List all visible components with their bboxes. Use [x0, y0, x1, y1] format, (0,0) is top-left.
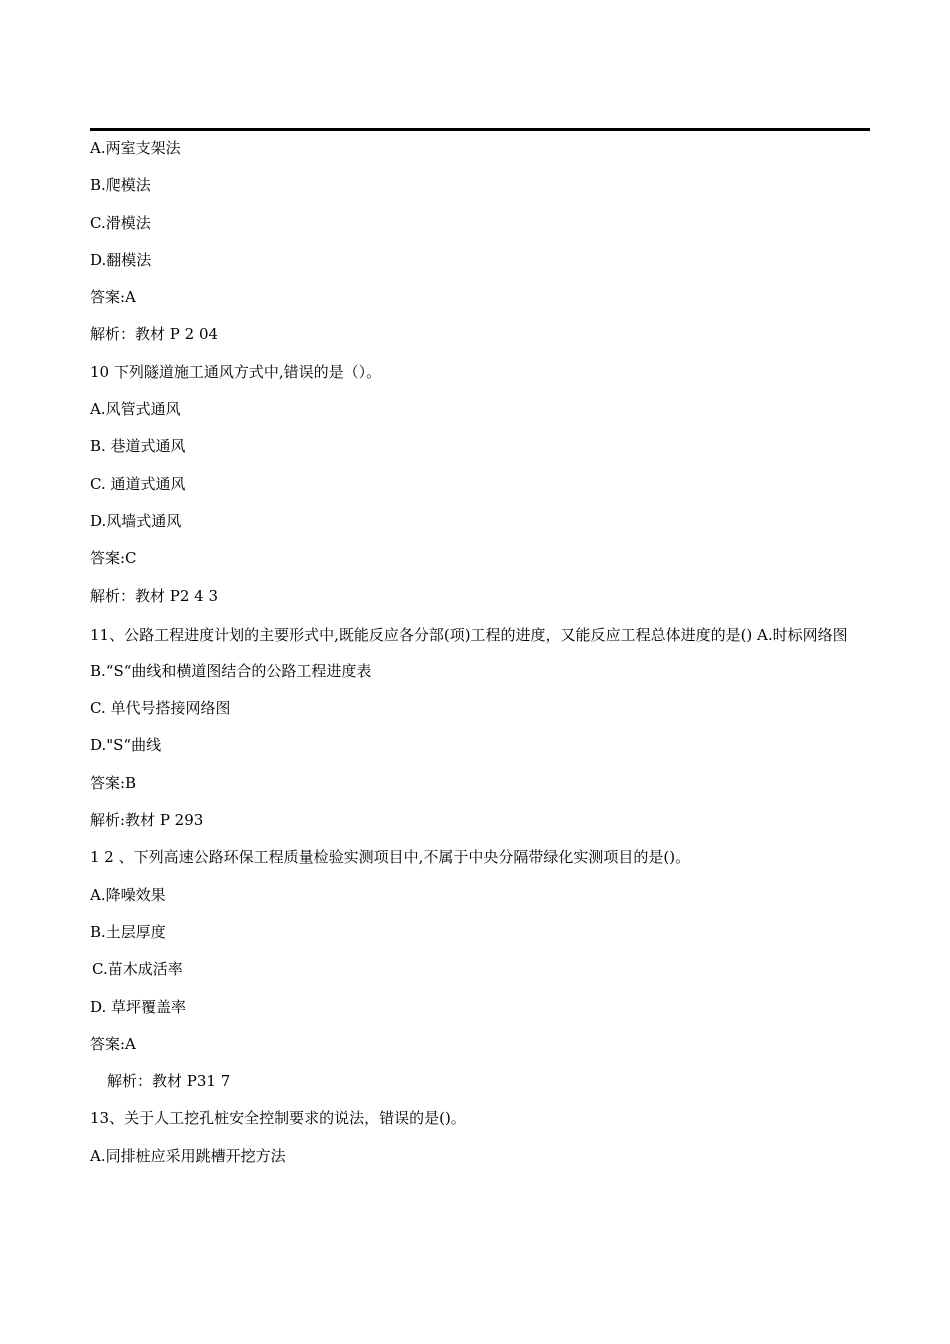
- question-10: 10 下列隧道施工通风方式中,错误的是（）。: [90, 362, 382, 381]
- question-13: 13、关于人工挖孔桩安全控制要求的说法，错误的是()。: [90, 1109, 466, 1128]
- option-b-q11: B.“S“曲线和横道图结合的公路工程进度表: [90, 661, 372, 680]
- option-a-q10: A.风管式通风: [90, 400, 181, 419]
- answer-q12: 答案:A: [90, 1034, 136, 1053]
- option-c-q10: C. 通道式通风: [90, 474, 186, 493]
- option-b-q12: B.土层厚度: [90, 922, 166, 941]
- analysis-q9: 解析：教材 P 2 04: [90, 325, 219, 344]
- option-a-q12: A.降噪效果: [90, 885, 166, 904]
- analysis-q12: 解析：教材 P31 7: [107, 1072, 231, 1091]
- answer-q9: 答案:A: [90, 288, 136, 307]
- answer-q11: 答案:B: [90, 773, 137, 792]
- header-rule: [90, 128, 870, 131]
- option-a-q13: A.同排桩应采用跳槽开挖方法: [90, 1146, 286, 1165]
- option-d-q11: D."S“曲线: [90, 736, 162, 755]
- option-a-q9: A.两室支架法: [90, 139, 181, 157]
- question-11: 11、公路工程进度计划的主要形式中,既能反应各分部(项)工程的进度，又能反应工程总体进度的是() A.时标网络图: [90, 625, 848, 644]
- option-c-q12: C.苗木成活率: [92, 960, 183, 979]
- option-d-q10: D.风墙式通风: [90, 511, 182, 530]
- document-body: [90, 137, 870, 1182]
- option-b-q10: B. 巷道式通风: [90, 437, 186, 456]
- option-b-q9: B.爬模法: [90, 176, 151, 195]
- answer-q10: 答案:C: [90, 549, 137, 568]
- analysis-q10: 解析：教材 P2 4 3: [90, 586, 219, 605]
- option-d-q12: D. 草坪覆盖率: [90, 997, 187, 1016]
- option-d-q9: D.翻模法: [90, 250, 152, 269]
- option-c-q9: C.滑模法: [90, 213, 151, 232]
- analysis-q11: 解析:教材 P 293: [90, 811, 204, 830]
- question-12: 1 2 、下列高速公路环保工程质量检验实测项目中,不属于中央分隔带绿化实测项目的是()。: [90, 848, 691, 867]
- option-c-q11: C. 单代号搭接网络图: [90, 699, 231, 718]
